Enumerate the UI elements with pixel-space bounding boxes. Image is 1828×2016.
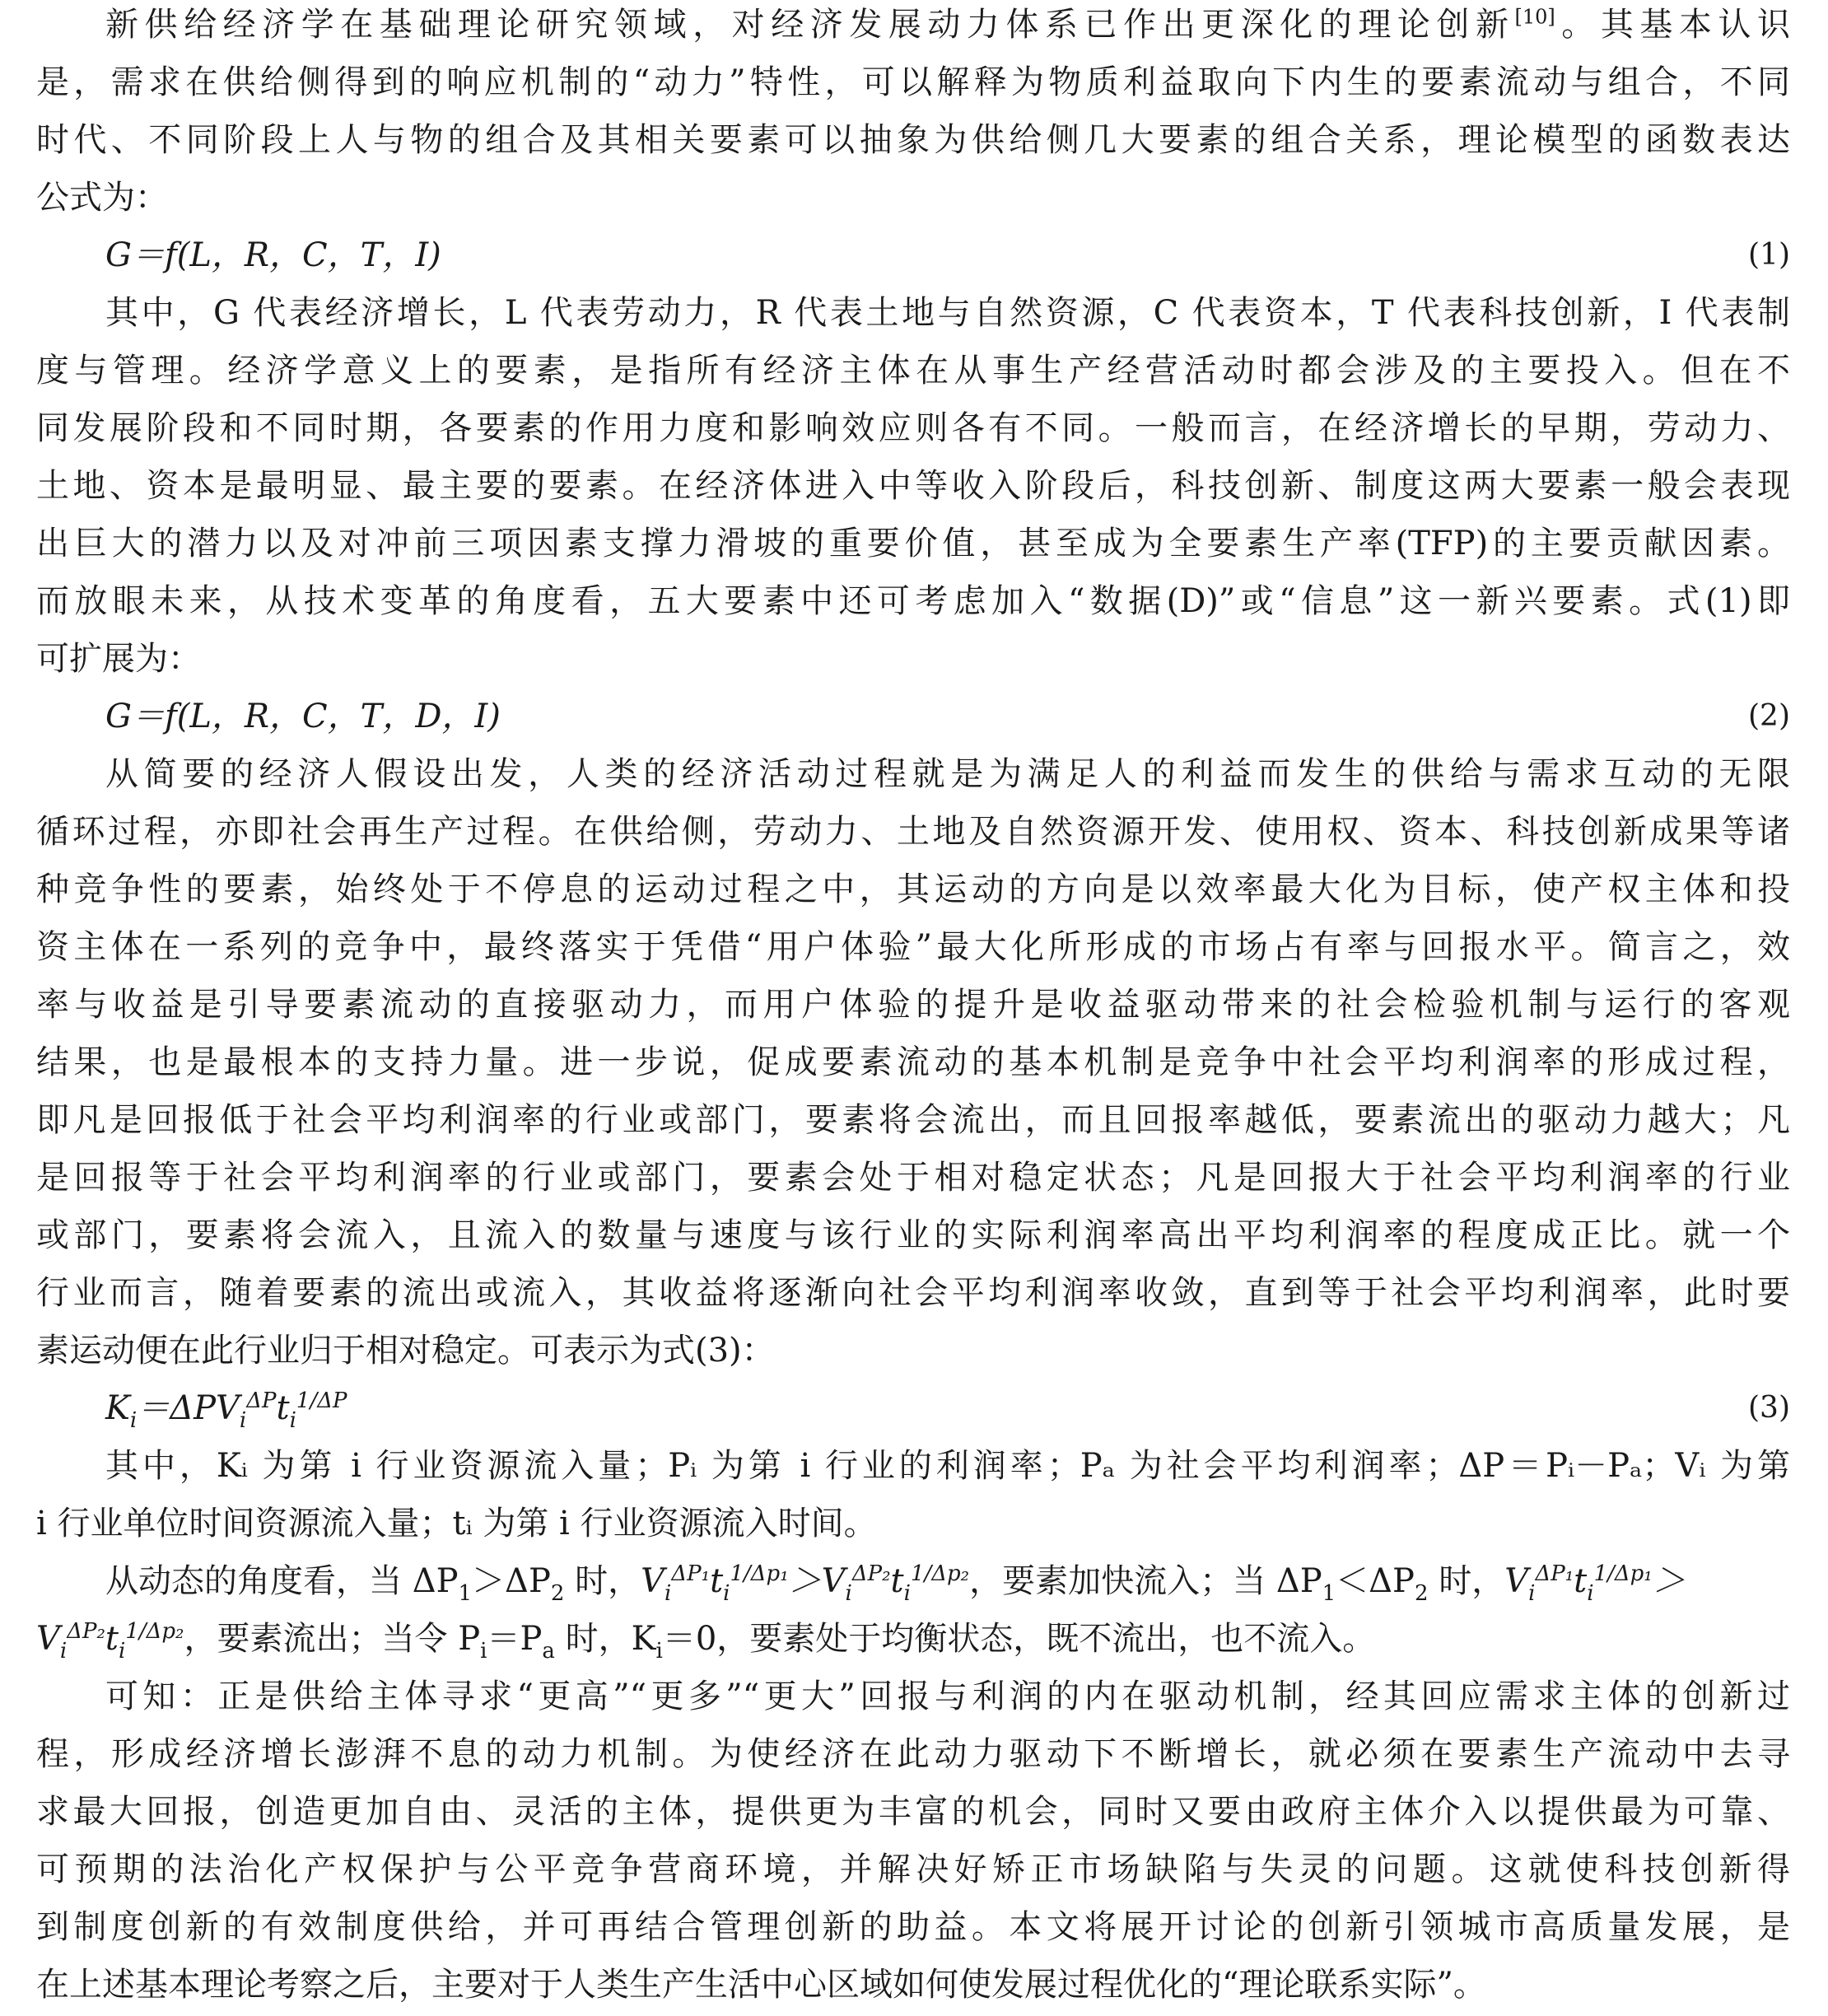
paragraph-2-line-6: 而放眼未来，从技术变革的角度看，五大要素中还可考虑加入“数据(D)”或“信息”这一新兴要素。式(1)即 <box>36 582 1790 620</box>
equation-3 <box>36 1385 1790 1431</box>
paragraph-6-line-6: 在上述基本理论考察之后，主要对于人类生产生活中心区域如何使发展过程优化的“理论联系实际”。 <box>36 1966 1486 2004</box>
equation-1-formula: G＝f(L，R，C，T，I) <box>105 236 441 274</box>
paragraph-6-line-3: 求最大回报，创造更加自由、灵活的主体，提供更为丰富的机会，同时又要由政府主体介入以提供最为可靠、 <box>36 1793 1790 1831</box>
paragraph-4-line-1: 其中，Kᵢ 为第 i 行业资源流入量；Pᵢ 为第 i 行业的利润率；Pₐ 为社会平均利润率；ΔP＝Pᵢ－Pₐ；Vᵢ 为第 <box>105 1447 1790 1485</box>
inline-math: $V_i^{\Delta P_2}t_i^{1/\Delta p_2}$ <box>36 1619 184 1664</box>
paragraph-6-line-1: 可知：正是供给主体寻求“更高”“更多”“更大”回报与利润的内在驱动机制，经其回应需求主体的创新过 <box>105 1678 1790 1715</box>
inline-math: $V_i^{\Delta P_1}t_i^{1/\Delta p_1}>$ <box>1504 1561 1686 1606</box>
paragraph-2-line-7: 可扩展为： <box>36 640 201 678</box>
equation-2-number: (2) <box>1748 699 1790 733</box>
paragraph-3-line-9: 或部门，要素将会流入，且流入的数量与速度与该行业的实际利润率高出平均利润率的程度成正比。就一个 <box>36 1216 1790 1254</box>
paragraph-5-line-1: 从动态的角度看，当 $\Delta P_1>\Delta P_2$ 时，$V_i^{\Delta P_1}t_i^{1/\Delta p_1}>V_i^{\Delta P_2}t_i^{1/\Delta p_2}$，要素加快流入；当 $\Delta P_1<\Delta P_2$ 时，$V_i^{\Delta P_1}t_i^{1/\Delta p_1}>$ <box>105 1561 1686 1606</box>
equation-3-formula: $K_i=\Delta PV_i^{\Delta P}t_i^{1/\Delta P}$ <box>105 1388 347 1433</box>
paragraph-1-line-3: 时代、不同阶段上人与物的组合及其相关要素可以抽象为供给侧几大要素的组合关系，理论模型的函数表达 <box>36 121 1790 159</box>
paragraph-3-line-10: 行业而言，随着要素的流出或流入，其收益将逐渐向社会平均利润率收敛，直到等于社会平均利润率，此时要 <box>36 1274 1790 1312</box>
paragraph-3-line-1: 从简要的经济人假设出发，人类的经济活动过程就是为满足人的利益而发生的供给与需求互动的无限 <box>105 755 1790 793</box>
paragraph-3-line-4: 资主体在一系列的竞争中，最终落实于凭借“用户体验”最大化所形成的市场占有率与回报水平。简言之，效 <box>36 928 1790 966</box>
paragraph-3-line-11: 素运动便在此行业归于相对稳定。可表示为式(3)： <box>36 1332 775 1370</box>
paragraph-4-line-2: i 行业单位时间资源流入量；tᵢ 为第 i 行业资源流入时间。 <box>36 1505 877 1542</box>
equation-1-number: (1) <box>1748 238 1790 272</box>
paragraph-3-line-6: 结果，也是最根本的支持力量。进一步说，促成要素流动的基本机制是竞争中社会平均利润率的形成过程， <box>36 1043 1790 1081</box>
paragraph-6-line-2: 程，形成经济增长澎湃不息的动力机制。为使经济在此动力驱动下不断增长，就必须在要素生产流动中去寻 <box>36 1735 1790 1773</box>
citation-ref[interactable]: [10] <box>1514 5 1555 29</box>
paragraph-1-line-4: 公式为： <box>36 179 168 217</box>
equation-1 <box>36 232 1790 278</box>
paragraph-2-line-2: 度与管理。经济学意义上的要素，是指所有经济主体在从事生产经营活动时都会涉及的主要投入。但在不 <box>36 352 1790 390</box>
paragraph-2-line-3: 同发展阶段和不同时期，各要素的作用力度和影响效应则各有不同。一般而言，在经济增长的早期，劳动力、 <box>36 409 1790 447</box>
paragraph-5-line-2: $V_i^{\Delta P_2}t_i^{1/\Delta p_2}$，要素流出；当令 $P_i=P_a$ 时，$K_i=0$，要素处于均衡状态，既不流出，也不流入。 <box>36 1619 1376 1664</box>
paragraph-2-line-1: 其中，G 代表经济增长，L 代表劳动力，R 代表土地与自然资源，C 代表资本，T 代表科技创新，I 代表制 <box>105 294 1790 332</box>
paragraph-1-line-1: 新供给经济学在基础理论研究领域，对经济发展动力体系已作出更深化的理论创新[10]。其基本认识 <box>105 5 1791 44</box>
inline-math: $V_i^{\Delta P_1}t_i^{1/\Delta p_1}>V_i^{\Delta P_2}t_i^{1/\Delta p_2}$ <box>641 1561 970 1606</box>
paragraph-3-line-2: 循环过程，亦即社会再生产过程。在供给侧，劳动力、土地及自然资源开发、使用权、资本、科技创新成果等诸 <box>36 813 1790 851</box>
equation-3-number: (3) <box>1748 1391 1790 1425</box>
equation-2-formula: G＝f(L，R，C，T，D，I) <box>105 698 501 735</box>
paragraph-6-line-5: 到制度创新的有效制度供给，并可再结合管理创新的助益。本文将展开讨论的创新引领城市高质量发展，是 <box>36 1908 1790 1946</box>
paragraph-2-line-4: 土地、资本是最明显、最主要的要素。在经济体进入中等收入阶段后，科技创新、制度这两大要素一般会表现 <box>36 467 1790 505</box>
paragraph-6-line-4: 可预期的法治化产权保护与公平竞争营商环境，并解决好矫正市场缺陷与失灵的问题。这就使科技创新得 <box>36 1850 1790 1888</box>
paragraph-1-line-2: 是，需求在供给侧得到的响应机制的“动力”特性，可以解释为物质利益取向下内生的要素流动与组合，不同 <box>36 63 1790 101</box>
paragraph-3-line-5: 率与收益是引导要素流动的直接驱动力，而用户体验的提升是收益驱动带来的社会检验机制与运行的客观 <box>36 986 1790 1024</box>
paragraph-3-line-7: 即凡是回报低于社会平均利润率的行业或部门，要素将会流出，而且回报率越低，要素流出的驱动力越大；凡 <box>36 1101 1790 1139</box>
paragraph-3-line-8: 是回报等于社会平均利润率的行业或部门，要素会处于相对稳定状态；凡是回报大于社会平均利润率的行业 <box>36 1159 1790 1197</box>
equation-2 <box>36 693 1790 740</box>
paragraph-2-line-5: 出巨大的潜力以及对冲前三项因素支撑力滑坡的重要价值，甚至成为全要素生产率(TFP)的主要贡献因素。 <box>36 525 1790 562</box>
paragraph-3-line-3: 种竞争性的要素，始终处于不停息的运动过程之中，其运动的方向是以效率最大化为目标，使产权主体和投 <box>36 870 1790 908</box>
